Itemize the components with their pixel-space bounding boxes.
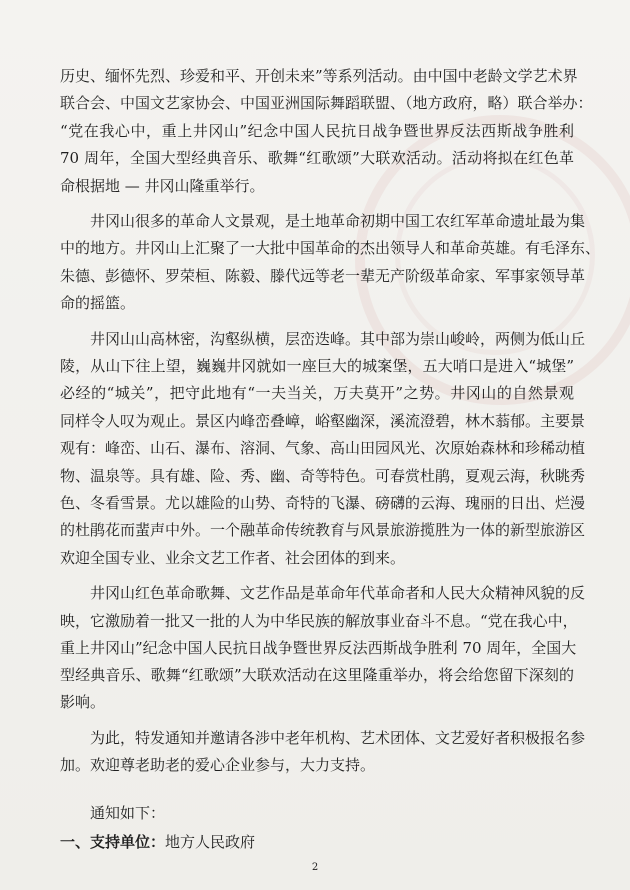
text-line: 井冈山红色革命歌舞、文艺作品是革命年代革命者和人民大众精神风貌的反 — [90, 584, 586, 602]
text-line: 同样令人叹为观止。景区内峰峦叠嶂，峪壑幽深，溪流澄碧，林木蓊郁。主要景 — [60, 412, 586, 430]
text-line: 井冈山很多的革命人文景观，是土地革命初期中国工农红军革命遗址最为集 — [90, 212, 586, 230]
text-line: 命的摇篮。 — [60, 294, 136, 312]
section-label: 一、支持单位： — [60, 833, 166, 851]
text-line: 70 周年，全国大型经典音乐、歌舞“红歌颂”大联欢活动。活动将拟在红色革 — [60, 149, 574, 167]
text-line: 的杜鹃花而蜚声中外。一个融革命传统教育与风景旅游揽胜为一体的新型旅游区 — [60, 521, 586, 539]
text-line: 陵，从山下往上望，巍巍井冈就如一座巨大的城案堡，五大哨口是进入“城堡” — [60, 357, 574, 375]
text-line: 欢迎全国专业、业余文艺工作者、社会团体的到来。 — [60, 549, 406, 567]
text-line: 加。欢迎尊老助老的爱心企业参与，大力支持。 — [60, 756, 376, 774]
text-line: 色、冬看雪景。尤以雄险的山势、奇特的飞瀑、磅礴的云海、瑰丽的日出、烂漫 — [60, 494, 586, 512]
text-line: 观有：峰峦、山石、瀑布、溶洞、气象、高山田园风光、次原始森林和珍稀动植 — [60, 439, 586, 457]
text-line: 井冈山山高林密，沟壑纵横，层峦迭峰。其中部为崇山峻岭，两侧为低山丘 — [90, 330, 586, 348]
text-line: 必经的“城关”，把守此地有“一夫当关，万夫莫开”之势。井冈山的自然景观 — [60, 384, 574, 402]
text-line: 为此，特发通知并邀请各涉中老年机构、艺术团体、文艺爱好者积极报名参 — [90, 729, 586, 747]
section-support-unit — [60, 832, 255, 852]
text-line: 联合会、中国文艺家协会、中国亚洲国际舞蹈联盟、（地方政府，略）联合举办： — [60, 94, 593, 112]
text-line: 朱德、彭德怀、罗荣桓、陈毅、滕代远等老一辈无产阶级革命家、军事家领导革 — [60, 267, 586, 285]
text-line: 历史、缅怀先烈、珍爱和平、开创未来”等系列活动。由中国中老龄文学艺术界 — [60, 67, 578, 85]
page-number: 2 — [311, 862, 319, 873]
section-value: 地方人民政府 — [165, 833, 256, 851]
text-line: 型经典音乐、歌舞“红歌颂”大联欢活动在这里隆重举办，将会给您留下深刻的 — [60, 666, 574, 684]
text-line: 映，它激励着一批又一批的人为中华民族的解放事业奋斗不息。“党在我心中， — [60, 612, 578, 630]
text-line: “党在我心中，重上井冈山”纪念中国人民抗日战争暨世界反法西斯战争胜利 — [60, 122, 574, 140]
text-line: 影响。 — [60, 693, 106, 711]
text-line: 命根据地 — 井冈山隆重举行。 — [60, 177, 265, 195]
notice-intro: 通知如下： — [90, 804, 166, 822]
text-line: 物、温泉等。具有雄、险、秀、幽、奇等特色。可春赏杜鹃，夏观云海，秋眺秀 — [60, 467, 586, 485]
text-line: 中的地方。井冈山上汇聚了一大批中国革命的杰出领导人和革命英雄。有毛泽东、 — [60, 239, 601, 257]
text-line: 重上井冈山”纪念中国人民抗日战争暨世界反法西斯战争胜利 70 周年，全国大 — [60, 639, 577, 657]
